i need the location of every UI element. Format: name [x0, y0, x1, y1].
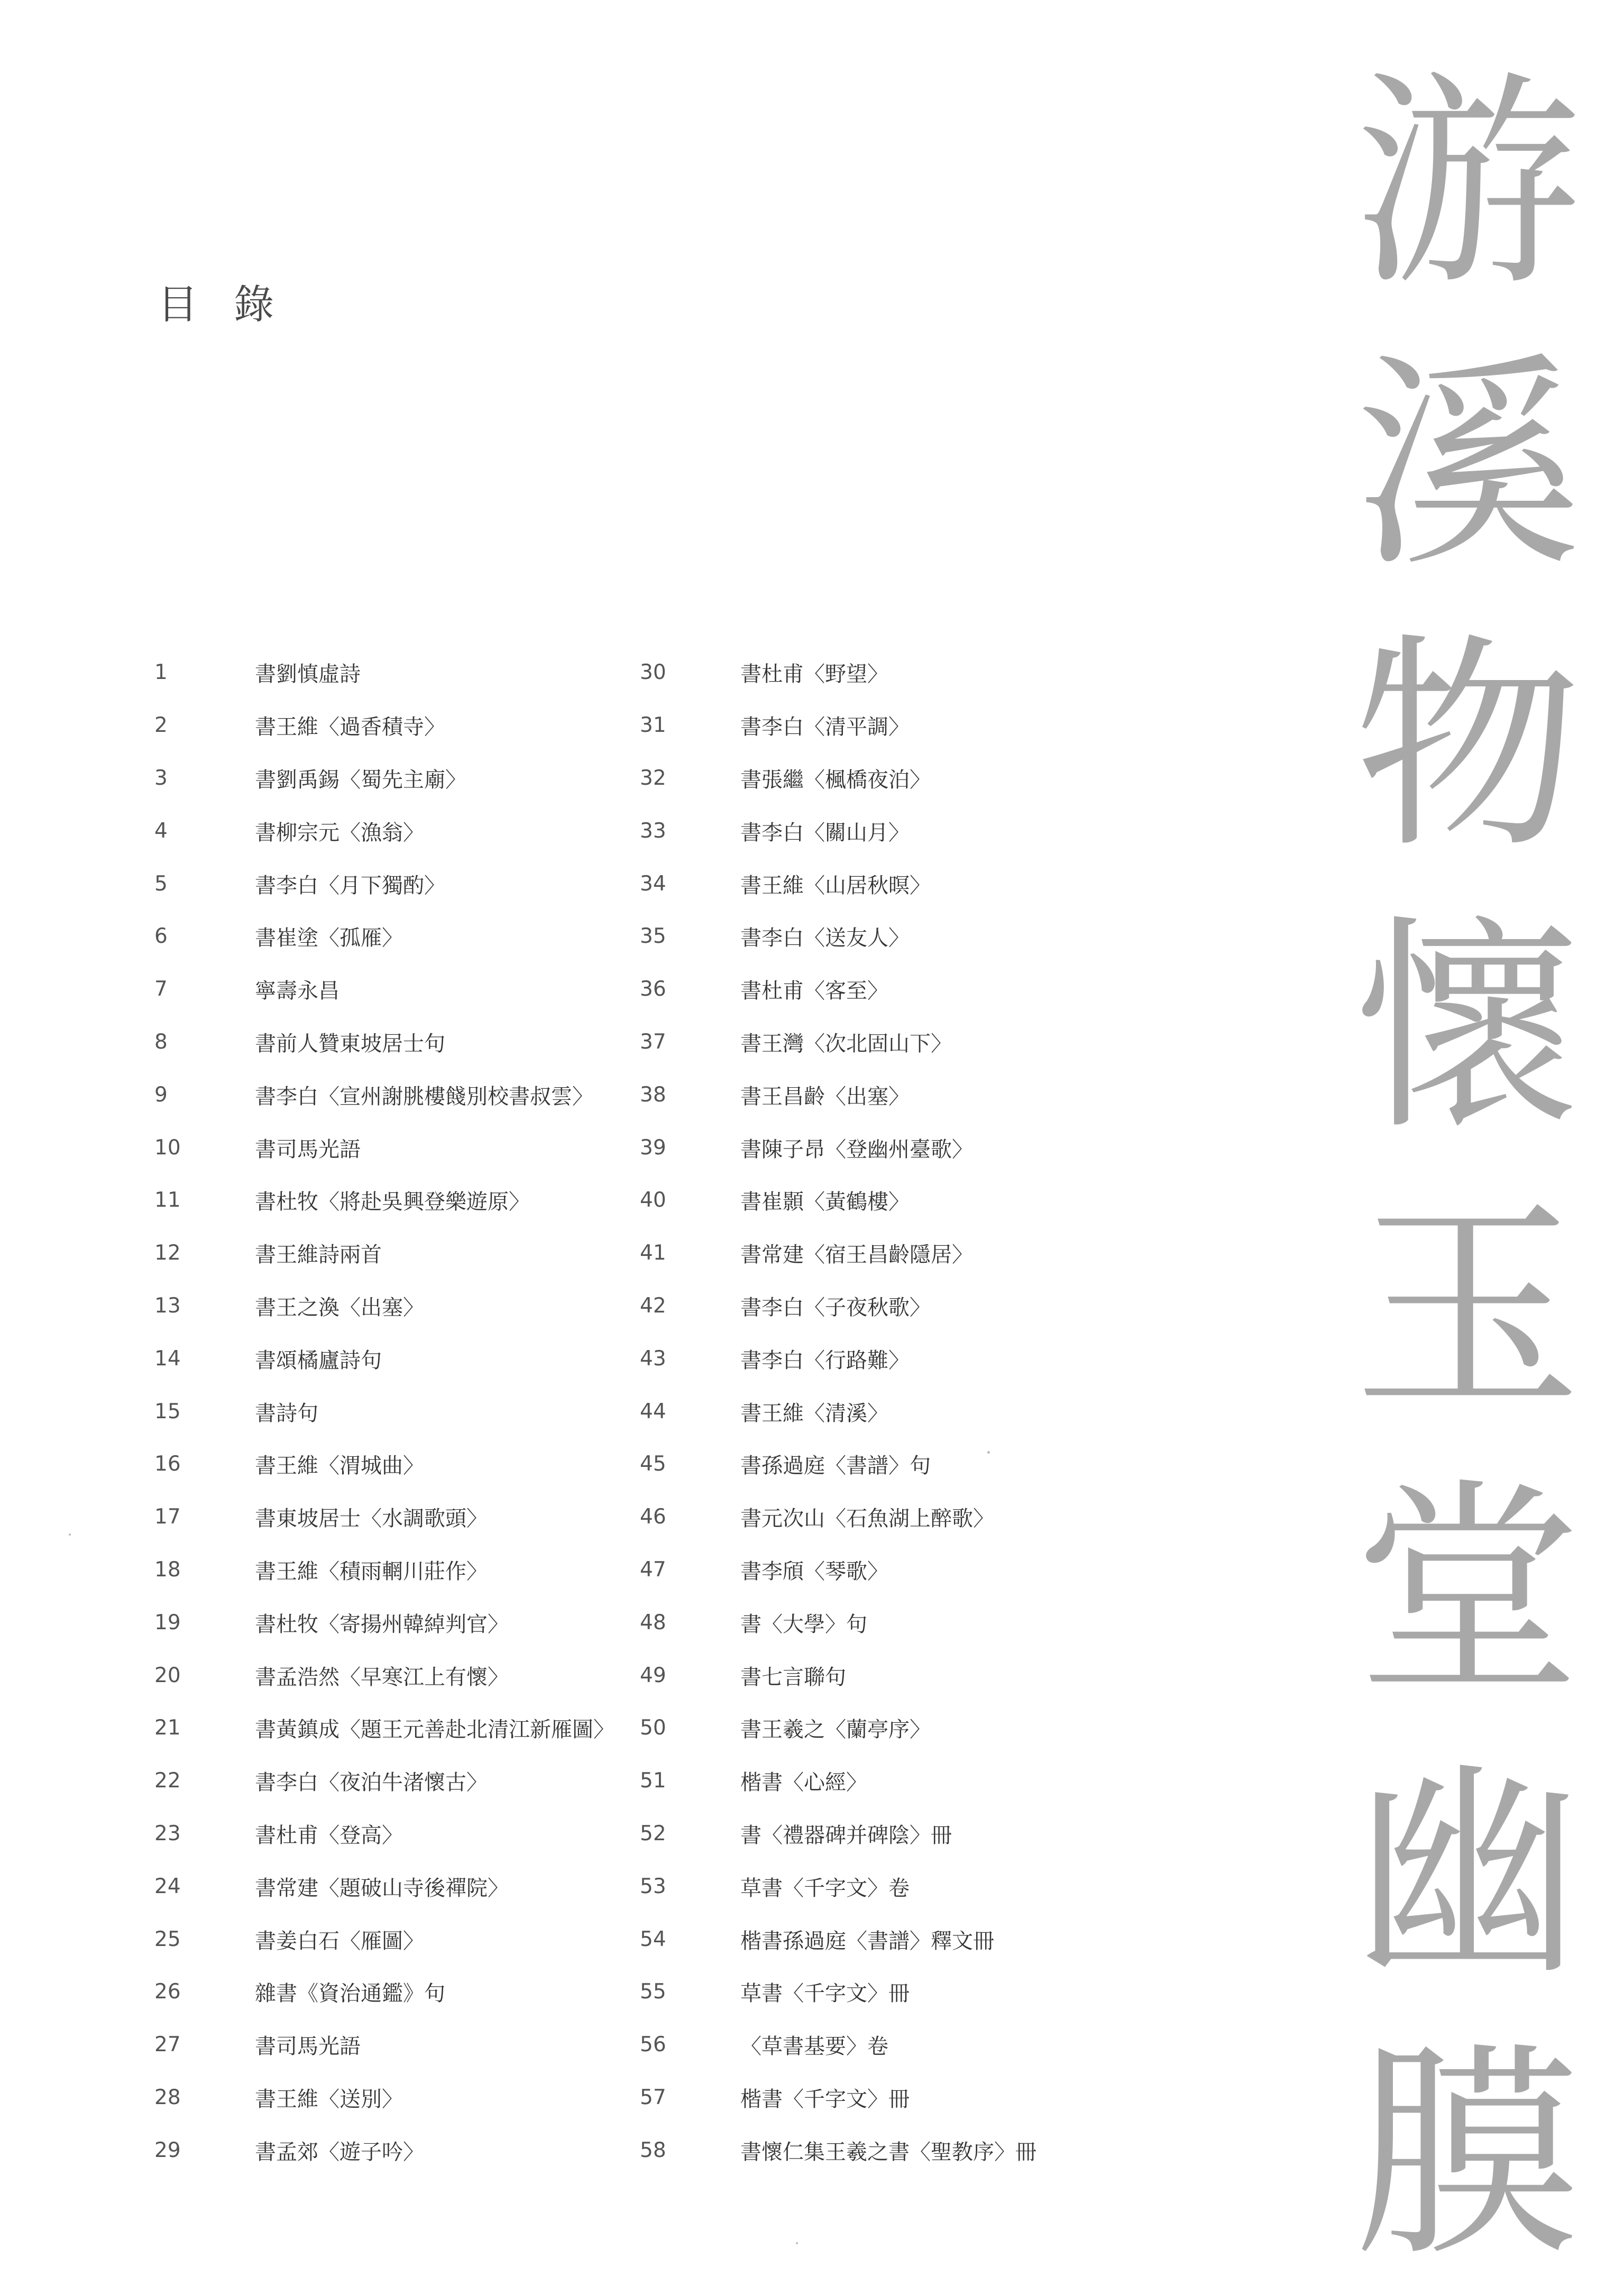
- calligraphy-character: 物: [1354, 614, 1581, 879]
- toc-entry-title: 書王維〈渭城曲〉: [255, 1454, 424, 1479]
- calligraphy-character: 游: [1354, 51, 1581, 316]
- toc-entry-title: 書張繼〈楓橋夜泊〉: [740, 767, 931, 792]
- toc-entry: 30 書杜甫〈野望〉: [640, 646, 1036, 699]
- toc-entry-title: 書前人贊東坡居士句: [255, 1031, 445, 1056]
- toc-entry: 17 書東坡居士〈水調歌頭〉: [154, 1491, 614, 1544]
- toc-left-column: [154, 646, 614, 2177]
- toc-entry-title: 書崔塗〈孤雁〉: [255, 926, 403, 951]
- toc-entry-title: 書王之渙〈出塞〉: [255, 1295, 424, 1320]
- toc-entry-title: 書杜牧〈將赴吳興登樂遊原〉: [255, 1190, 530, 1215]
- calligraphy-character: 膜: [1354, 2022, 1581, 2287]
- toc-entry-title: 書東坡居士〈水調歌頭〉: [255, 1507, 488, 1531]
- toc-entry-title: 書黃鎮成〈題王元善赴北清江新雁圖〉: [255, 1718, 614, 1742]
- toc-entry: 8 書前人贊東坡居士句: [154, 1016, 614, 1069]
- toc-entry: 7 寧壽永昌: [154, 963, 614, 1016]
- toc-entry: 49 書七言聯句: [640, 1649, 1036, 1702]
- toc-entry-title: 草書〈千字文〉卷: [740, 1876, 910, 1901]
- toc-entry: 34 書王維〈山居秋暝〉: [640, 857, 1036, 910]
- toc-entry: 44 書王維〈清溪〉: [640, 1385, 1036, 1438]
- toc-entry: 43 書李白〈行路難〉: [640, 1332, 1036, 1385]
- toc-entry-title: 書司馬光語: [255, 1137, 361, 1162]
- toc-entry: 18 書王維〈積雨輞川莊作〉: [154, 1544, 614, 1596]
- calligraphy-character: 幽: [1354, 1741, 1581, 2006]
- toc-entry-title: 書李白〈子夜秋歌〉: [740, 1295, 931, 1320]
- toc-entry-title: 〈草書基要〉卷: [740, 2034, 888, 2059]
- toc-entry: 16 書王維〈渭城曲〉: [154, 1438, 614, 1491]
- toc-entry-title: 書陳子昂〈登幽州臺歌〉: [740, 1137, 973, 1162]
- toc-entry: 58 書懷仁集王羲之書〈聖教序〉冊: [640, 2124, 1036, 2177]
- toc-entry-title: 書柳宗元〈漁翁〉: [255, 820, 424, 845]
- toc-entry: 12 書王維詩兩首: [154, 1227, 614, 1280]
- toc-entry-title: 書七言聯句: [740, 1665, 846, 1690]
- toc-entry: 32 書張繼〈楓橋夜泊〉: [640, 752, 1036, 805]
- toc-entry: 26 雜書《資治通鑑》句: [154, 1966, 614, 2018]
- toc-entry: 6 書崔塗〈孤雁〉: [154, 910, 614, 963]
- toc-entry-title: 楷書〈心經〉: [740, 1770, 867, 1795]
- toc-entry: 24 書常建〈題破山寺後禪院〉: [154, 1860, 614, 1913]
- toc-entry-title: 書李頎〈琴歌〉: [740, 1559, 888, 1584]
- toc-entry-title: 書王羲之〈蘭亭序〉: [740, 1718, 931, 1742]
- toc-entry: 53 草書〈千字文〉卷: [640, 1860, 1036, 1913]
- toc-entry: 20 書孟浩然〈早寒江上有懷〉: [154, 1649, 614, 1702]
- toc-entry: 10 書司馬光語: [154, 1121, 614, 1174]
- toc-entry: 45 書孫過庭〈書譜〉句: [640, 1438, 1036, 1491]
- toc-entry-title: 書王維〈過香積寺〉: [255, 715, 445, 740]
- toc-entry: 29 書孟郊〈遊子吟〉: [154, 2124, 614, 2177]
- toc-entry-title: 書王維〈送別〉: [255, 2087, 403, 2112]
- toc-entry: 23 書杜甫〈登高〉: [154, 1807, 614, 1860]
- speck: [69, 1534, 71, 1536]
- toc-entry-title: 書李白〈夜泊牛渚懷古〉: [255, 1770, 488, 1795]
- calligraphy-character: 堂: [1354, 1459, 1581, 1724]
- toc-entry: 46 書元次山〈石魚湖上醉歌〉: [640, 1491, 1036, 1544]
- toc-entry: 28 書王維〈送別〉: [154, 2071, 614, 2124]
- toc-entry-title: 書王灣〈次北固山下〉: [740, 1031, 952, 1056]
- toc-entry: 55 草書〈千字文〉冊: [640, 1966, 1036, 2018]
- toc-entry-title: 書孫過庭〈書譜〉句: [740, 1454, 931, 1479]
- toc-entry: 19 書杜牧〈寄揚州韓綽判官〉: [154, 1596, 614, 1649]
- toc-entry: 39 書陳子昂〈登幽州臺歌〉: [640, 1121, 1036, 1174]
- toc-entry-title: 書李白〈關山月〉: [740, 820, 910, 845]
- toc-entry-title: 書〈大學〉句: [740, 1612, 867, 1637]
- toc-entry: 56 〈草書基要〉卷: [640, 2018, 1036, 2071]
- calligraphy-artwork: [1311, 42, 1623, 2295]
- toc-entry-title: 書王維〈山居秋暝〉: [740, 873, 931, 898]
- toc-entry: 15 書詩句: [154, 1385, 614, 1438]
- toc-entry: 42 書李白〈子夜秋歌〉: [640, 1280, 1036, 1333]
- toc-entry-title: 寧壽永昌: [255, 979, 340, 1004]
- calligraphy-character: 玉: [1354, 1178, 1581, 1443]
- toc-entry-title: 書杜甫〈登高〉: [255, 1823, 403, 1848]
- toc-entry-title: 書王維詩兩首: [255, 1243, 382, 1268]
- toc-entry-title: 書常建〈題破山寺後禪院〉: [255, 1876, 509, 1901]
- toc-entry-title: 楷書〈千字文〉冊: [740, 2087, 910, 2112]
- toc-entry: 31 書李白〈清平調〉: [640, 699, 1036, 752]
- toc-entry-title: 書杜牧〈寄揚州韓綽判官〉: [255, 1612, 509, 1637]
- toc-entry-title: 書頌橘廬詩句: [255, 1348, 382, 1373]
- toc-entry-title: 書李白〈宣州謝朓樓餞別校書叔雲〉: [255, 1084, 593, 1109]
- toc-entry: 1 書劉慎虛詩: [154, 646, 614, 699]
- toc-entry: 11 書杜牧〈將赴吳興登樂遊原〉: [154, 1174, 614, 1227]
- toc-entry: 9 書李白〈宣州謝朓樓餞別校書叔雲〉: [154, 1068, 614, 1121]
- toc-entry: 2 書王維〈過香積寺〉: [154, 699, 614, 752]
- toc-entry: 35 書李白〈送友人〉: [640, 910, 1036, 963]
- toc-entry: 33 書李白〈關山月〉: [640, 804, 1036, 857]
- toc-entry-title: 楷書孫過庭〈書譜〉釋文冊: [740, 1929, 994, 1953]
- toc-entry-title: 書王維〈清溪〉: [740, 1401, 888, 1426]
- toc-entry-title: 雜書《資治通鑑》句: [255, 1981, 445, 2006]
- toc-entry: 40 書崔顥〈黃鶴樓〉: [640, 1174, 1036, 1227]
- toc-entry-title: 書杜甫〈野望〉: [740, 662, 888, 687]
- toc-entry: 37 書王灣〈次北固山下〉: [640, 1016, 1036, 1069]
- toc-entry: 14 書頌橘廬詩句: [154, 1332, 614, 1385]
- toc-entry-title: 書李白〈月下獨酌〉: [255, 873, 445, 898]
- toc-entry: 41 書常建〈宿王昌齡隱居〉: [640, 1227, 1036, 1280]
- toc-entry-title: 書劉慎虛詩: [255, 662, 361, 687]
- toc-entry: 21 書黃鎮成〈題王元善赴北清江新雁圖〉: [154, 1702, 614, 1755]
- toc-entry: 3 書劉禹錫〈蜀先主廟〉: [154, 752, 614, 805]
- toc-entry: 48 書〈大學〉句: [640, 1596, 1036, 1649]
- calligraphy-character: 溪: [1354, 333, 1581, 598]
- calligraphy-character: 懷: [1354, 896, 1581, 1161]
- toc-entry: 38 書王昌齡〈出塞〉: [640, 1068, 1036, 1121]
- toc-entry-title: 書崔顥〈黃鶴樓〉: [740, 1190, 910, 1215]
- toc-entry-title: 書李白〈清平調〉: [740, 715, 910, 740]
- toc-entry-title: 書王維〈積雨輞川莊作〉: [255, 1559, 488, 1584]
- toc-entry: 27 書司馬光語: [154, 2018, 614, 2071]
- toc-entry-title: 書元次山〈石魚湖上醉歌〉: [740, 1507, 994, 1531]
- calligraphy-column: [1311, 42, 1623, 2295]
- toc-entry: 36 書杜甫〈客至〉: [640, 963, 1036, 1016]
- page-title: 目 錄: [158, 281, 286, 328]
- toc-right-column: [640, 646, 1036, 2177]
- toc-entry: 25 書姜白石〈雁圖〉: [154, 1913, 614, 1966]
- toc-entry: 5 書李白〈月下獨酌〉: [154, 857, 614, 910]
- toc-entry-title: 書王昌齡〈出塞〉: [740, 1084, 910, 1109]
- toc-entry-title: 書常建〈宿王昌齡隱居〉: [740, 1243, 973, 1268]
- toc-entry: 50 書王羲之〈蘭亭序〉: [640, 1702, 1036, 1755]
- toc-entry-title: 書李白〈行路難〉: [740, 1348, 910, 1373]
- toc-entry: 52 書〈禮器碑并碑陰〉冊: [640, 1807, 1036, 1860]
- toc-entry-title: 書孟浩然〈早寒江上有懷〉: [255, 1665, 509, 1690]
- toc-entry-title: 書姜白石〈雁圖〉: [255, 1929, 424, 1953]
- toc-entry-title: 書司馬光語: [255, 2034, 361, 2059]
- toc-entry: 54 楷書孫過庭〈書譜〉釋文冊: [640, 1913, 1036, 1966]
- toc-entry-title: 書杜甫〈客至〉: [740, 979, 888, 1004]
- toc-entry-title: 書孟郊〈遊子吟〉: [255, 2140, 424, 2164]
- toc-entry: 22 書李白〈夜泊牛渚懷古〉: [154, 1755, 614, 1807]
- toc-entry-title: 書劉禹錫〈蜀先主廟〉: [255, 767, 466, 792]
- toc-entry-title: 書詩句: [255, 1401, 318, 1426]
- toc-entry-title: 書懷仁集王羲之書〈聖教序〉冊: [740, 2140, 1036, 2164]
- toc-entry-title: 書〈禮器碑并碑陰〉冊: [740, 1823, 952, 1848]
- toc-entry: 57 楷書〈千字文〉冊: [640, 2071, 1036, 2124]
- toc-entry: 47 書李頎〈琴歌〉: [640, 1544, 1036, 1596]
- toc-entry-title: 草書〈千字文〉冊: [740, 1981, 910, 2006]
- toc-entry: 51 楷書〈心經〉: [640, 1755, 1036, 1807]
- toc-entry: 4 書柳宗元〈漁翁〉: [154, 804, 614, 857]
- toc-entry-title: 書李白〈送友人〉: [740, 926, 910, 951]
- speck: [796, 2242, 798, 2244]
- speck: [987, 1451, 990, 1454]
- toc-entry: 13 書王之渙〈出塞〉: [154, 1280, 614, 1333]
